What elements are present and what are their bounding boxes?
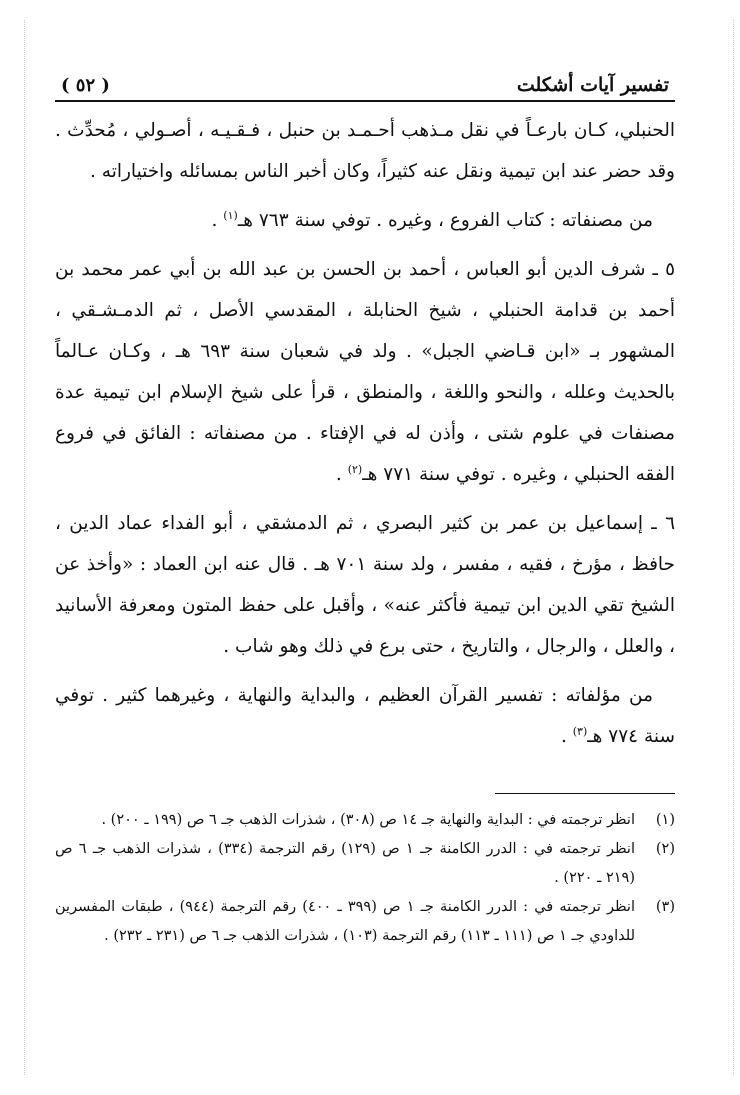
paragraph-end: .: [560, 726, 573, 747]
footnote: [55, 893, 675, 951]
paragraph: [55, 675, 675, 757]
page-edge-right: [733, 20, 734, 1075]
footnote: [55, 806, 675, 835]
page-edge-left: [24, 20, 25, 1075]
paragraph-text: من مؤلفاته : تفسير القرآن العظيم ، والبداية والنهاية ، وغيرهما كثير . توفي سنة ٧٧٤ هـ: [55, 685, 675, 747]
paragraph-end: .: [211, 210, 224, 231]
footnote-text: انظر ترجمته في : الدرر الكامنة جـ ١ ص (٣٩٩ ـ ٤٠٠) رقم الترجمة (٩٤٤) ، طبقات المفسرين للداودي جـ ١ ص (١١١ ـ ١١٣) رقم الترجمة (١٠٣) ، شذرات الذهب جـ ٦ ص (٢٣١ ـ ٢٣٢) .: [55, 899, 635, 944]
header-rule: [55, 100, 675, 102]
paragraph-text: الحنبلي، كـان بارعـاً في نقل مـذهب أحـمـد بن حنبل ، فـقـيـه ، أصـولي ، مُحدِّث . وقد حضر عند ابن تيمية ونقل عنه كثيراً، وكان أخبر الناس بمسائله واختياراته .: [55, 120, 675, 182]
footnote-text: انظر ترجمته في : الدرر الكامنة جـ ١ ص (١٢٩) رقم الترجمة (٣٣٤) ، شذرات الذهب جـ ٦ ص (٢١٩ ـ ٢٢٠) .: [55, 841, 635, 886]
footnote-ref[interactable]: (٢): [347, 462, 363, 476]
footnote: [55, 835, 675, 893]
paragraph: [55, 503, 675, 667]
footnote-number: (١): [655, 812, 675, 828]
paragraph-text: ٥ ـ شرف الدين أبو العباس ، أحمد بن الحسن بن عبد الله بن أبي عمر محمد بن أحمد بن قدامة الحنبلي ، شيخ الحنابلة ، المقدسي الأصل ، ثم الدمـشـقي ، المشهور بـ «ابن قـاضي الجبل» . ولد في شعبان سنة ٦٩٣ هـ ، وكـان عـالماً بالحديث وعلله ، والنحو واللغة ، والمنطق ، قرأ على شيخ الإسلام ابن تيمية عدة مصنفات في علوم شتى ، وأذن له في الإفتاء . من مصنفاته : الفائق في فروع الفقه الحنبلي ، وغيره . توفي سنة ٧٧١ هـ: [55, 259, 675, 485]
footnotes: [55, 806, 675, 951]
running-title: تفسير آيات أشكلت: [516, 74, 669, 96]
main-text: [55, 110, 675, 757]
book-page: [55, 60, 675, 1060]
footnote-number: (٣): [655, 899, 675, 915]
paragraph: [55, 249, 675, 495]
footnote-number: (٢): [655, 841, 675, 857]
footnotes-rule: [495, 793, 675, 794]
footnote-text: انظر ترجمته في : البداية والنهاية جـ ١٤ ص (٣٠٨) ، شذرات الذهب جـ ٦ ص (١٩٩ ـ ٢٠٠) .: [101, 812, 635, 828]
paragraph-text: من مصنفاته : كتاب الفروع ، وغيره . توفي سنة ٧٦٣ هـ: [237, 210, 653, 231]
paragraph: [55, 110, 675, 192]
page-number: ( ٥٢ ): [61, 75, 110, 96]
footnote-ref[interactable]: (١): [223, 208, 238, 222]
paragraph: [55, 200, 675, 241]
paragraph-end: .: [335, 464, 348, 485]
footnote-ref[interactable]: (٣): [572, 724, 588, 738]
page-header: [55, 60, 675, 96]
paragraph-text: ٦ ـ إسماعيل بن عمر بن كثير البصري ، ثم الدمشقي ، أبو الفداء عماد الدين ، حافظ ، مؤرخ ، فقيه ، مفسر ، ولد سنة ٧٠١ هـ . قال عنه ابن العماد : «وأخذ عن الشيخ تقي الدين ابن تيمية فأكثر عنه» ، وأقبل على حفظ المتون ومعرفة الأسانيد ، والعلل ، والرجال ، والتاريخ ، حتى برع في ذلك وهو شاب .: [55, 513, 675, 657]
